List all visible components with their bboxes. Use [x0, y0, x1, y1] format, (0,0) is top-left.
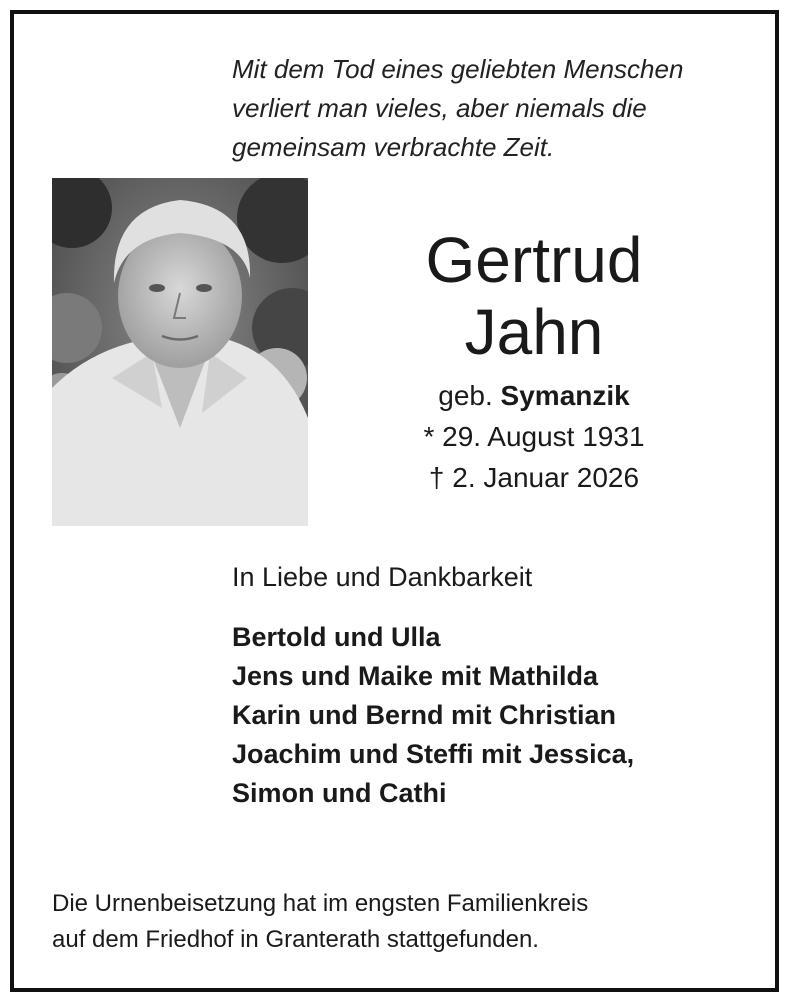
- memorial-quote: [232, 50, 762, 167]
- notice-line: auf dem Friedhof in Granterath stattgefunden.: [52, 926, 539, 953]
- birth-date: * 29. August 1931: [423, 421, 645, 452]
- mourner-line: Simon und Cathi: [232, 778, 447, 808]
- quote-line: gemeinsam verbrachte Zeit.: [232, 132, 555, 162]
- mourner-line: Joachim und Steffi mit Jessica,: [232, 739, 635, 769]
- mourners-intro: In Liebe und Dankbarkeit: [232, 562, 533, 592]
- first-name: Gertrud: [425, 224, 643, 296]
- obituary-card: [10, 10, 779, 992]
- birth-name: [344, 376, 724, 416]
- notice-line: Die Urnenbeisetzung hat im engsten Familienkreis: [52, 890, 589, 917]
- portrait-photo: [52, 178, 308, 526]
- portrait-illustration: [52, 178, 308, 526]
- quote-line: verliert man vieles, aber niemals die: [232, 93, 647, 123]
- mourner-line: Karin und Bernd mit Christian: [232, 700, 617, 730]
- quote-line: Mit dem Tod eines geliebten Menschen: [232, 54, 684, 84]
- birth-name-prefix: geb.: [438, 380, 493, 411]
- mourner-line: Bertold und Ulla: [232, 622, 441, 652]
- mourner-line: Jens und Maike mit Mathilda: [232, 661, 599, 691]
- mourners-list: [232, 618, 762, 813]
- death-date: † 2. Januar 2026: [428, 462, 640, 493]
- burial-notice: [52, 886, 752, 958]
- deceased-info: [344, 224, 724, 498]
- life-dates: [344, 416, 724, 498]
- birth-name-value: Symanzik: [500, 380, 630, 411]
- last-name: Jahn: [464, 296, 604, 368]
